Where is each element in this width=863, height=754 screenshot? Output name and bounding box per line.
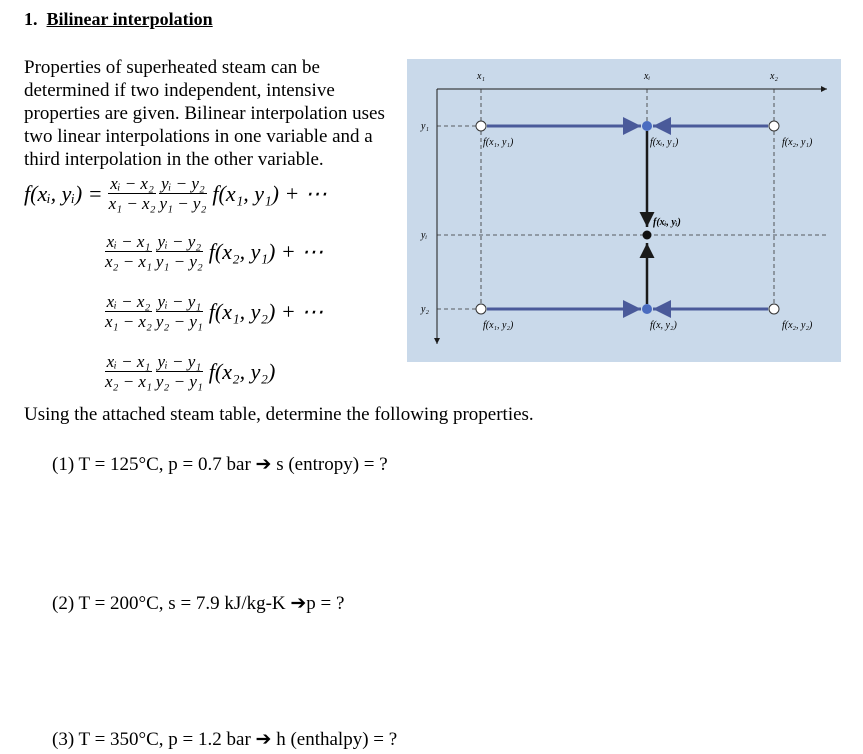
label-f-x1-y2: f(x₁, y₂): [483, 320, 514, 331]
x1-label: x₁: [477, 71, 485, 82]
fraction-numerator: yᵢ − y₂: [157, 232, 202, 251]
label-f-x2-y2: f(x₂, y₂): [782, 320, 813, 331]
xi-label: xᵢ: [644, 71, 651, 82]
label-f-x-y2: f(x, y₂): [650, 320, 677, 331]
fraction-numerator: xᵢ − x₁: [106, 352, 151, 371]
bilinear-interpolation-diagram: [407, 59, 841, 362]
fraction-numerator: xᵢ − x₁: [106, 232, 151, 251]
equation-row-2: [103, 232, 323, 271]
y2-label: y₂: [421, 304, 429, 315]
fraction-numerator: yᵢ − y₁: [157, 292, 202, 311]
point-xi-y1: [642, 121, 652, 131]
function-term: f(x₁, y₁) + ⋯: [212, 180, 327, 206]
point-x1-y1: [476, 121, 486, 131]
section-title: Bilinear interpolation: [46, 9, 213, 29]
dashed-guides: [437, 89, 827, 309]
fraction-denominator: x₂ − x₁: [105, 252, 152, 271]
equation-row-3: [103, 292, 323, 331]
label-f-xi-yi: f(xᵢ, yᵢ): [653, 217, 681, 228]
intro-paragraph: Properties of superheated steam can be determined if two independent, intensive properties are given. Bilinear interpolation uses two linear interpolations in one variable and a third interpolation in the other variable.: [24, 57, 385, 170]
point-x2-y1: [769, 121, 779, 131]
diagram-svg: [407, 59, 841, 362]
point-x1-y2: [476, 304, 486, 314]
label-f-xi-y1: f(xᵢ, y₁): [650, 137, 679, 148]
question-3: (3) T = 350°C, p = 1.2 bar ➔ h (enthalpy) = ?: [52, 729, 398, 750]
equation-row-1: [24, 174, 327, 213]
fraction-denominator: x₂ − x₁: [105, 372, 152, 391]
instruction-text: Using the attached steam table, determine the following properties.: [24, 404, 534, 425]
fraction-numerator: xᵢ − x₂: [106, 292, 151, 311]
label-f-x2-y1: f(x₂, y₁): [782, 137, 813, 148]
point-xi-yi: [643, 231, 652, 240]
yi-label: yᵢ: [421, 230, 428, 241]
fraction-denominator: x₁ − x₂: [105, 312, 152, 331]
equation-row-4: [103, 352, 275, 391]
fraction-denominator: y₂ − y₁: [155, 372, 203, 391]
fraction-numerator: xᵢ − x₂: [110, 174, 154, 193]
y1-label: y₁: [421, 121, 429, 132]
label-f-x1-y1: f(x₁, y₁): [483, 137, 514, 148]
question-2: (2) T = 200°C, s = 7.9 kJ/kg-K ➔p = ?: [52, 593, 345, 614]
section-heading: [24, 9, 213, 30]
function-term: f(x₂, y₁) + ⋯: [208, 238, 324, 264]
question-1: (1) T = 125°C, p = 0.7 bar ➔ s (entropy) = ?: [52, 454, 388, 475]
x2-label: x₂: [770, 71, 778, 82]
point-x2-y2: [769, 304, 779, 314]
fraction-denominator: y₂ − y₁: [155, 312, 203, 331]
fraction-denominator: y₁ − y₂: [155, 252, 203, 271]
function-term: f(x₁, y₂) + ⋯: [208, 298, 324, 324]
fraction-denominator: x₁ − x₂: [108, 194, 156, 213]
fraction-numerator: yᵢ − y₂: [161, 174, 205, 193]
fraction-denominator: y₁ − y₂: [159, 194, 207, 213]
section-number: 1.: [24, 9, 38, 29]
point-xi-y2: [642, 304, 652, 314]
equation-lhs: f(xᵢ, yᵢ) =: [24, 180, 103, 206]
function-term: f(x₂, y₂): [208, 358, 276, 384]
bilinear-equation: [24, 174, 327, 213]
fraction-numerator: yᵢ − y₁: [157, 352, 202, 371]
